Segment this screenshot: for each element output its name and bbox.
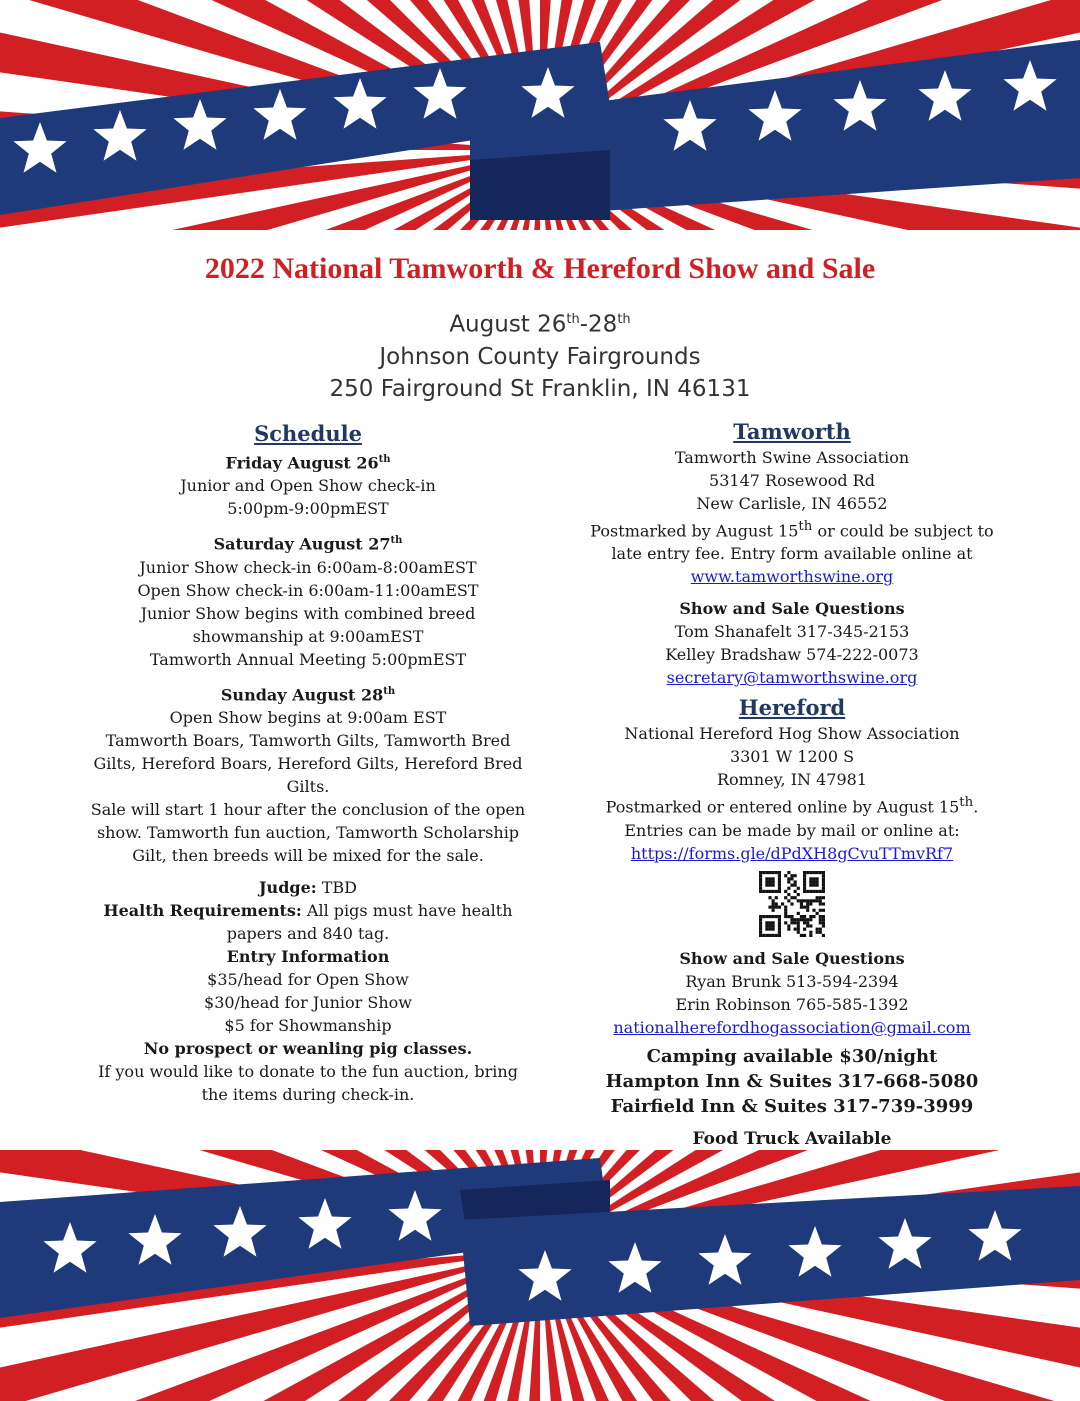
- sunday-line: Gilts.: [286, 776, 330, 796]
- tamworth-email-link[interactable]: secretary@tamworthswine.org: [666, 668, 918, 688]
- breed-info-column: [560, 418, 1024, 1151]
- saturday-line: Open Show check-in 6:00am-11:00amEST: [137, 580, 479, 600]
- postmark-text-end: or could be subject to: [812, 521, 994, 541]
- event-dates: [0, 304, 1080, 341]
- health-label: Health Requirements:: [103, 900, 302, 920]
- saturday-line: Junior Show check-in 6:00am-8:00amEST: [139, 557, 477, 577]
- top-flag-banner: [0, 0, 1080, 230]
- tamworth-contact: Tom Shanafelt 317-345-2153: [674, 622, 910, 642]
- health-value: All pigs must have health: [301, 900, 513, 920]
- food-truck-note: Food Truck Available: [692, 1128, 892, 1149]
- schedule-column: [68, 420, 548, 1106]
- event-address: 250 Fairground St Franklin, IN 46131: [329, 375, 751, 402]
- top-banner-graphic: [0, 0, 1080, 230]
- sunday-line: Sale will start 1 hour after the conclusion of the open: [90, 799, 526, 819]
- tamworth-contact: Kelley Bradshaw 574-222-0073: [665, 645, 919, 665]
- dates-start: August 26: [449, 311, 567, 338]
- health-line: [68, 899, 548, 922]
- friday-line: 5:00pm-9:00pmEST: [227, 499, 389, 519]
- donate-line: the items during check-in.: [201, 1084, 415, 1104]
- friday-sup: th: [378, 454, 391, 465]
- judge-value: TBD: [316, 877, 357, 897]
- bottom-flag-banner: [0, 1150, 1080, 1401]
- schedule-heading: Schedule: [254, 421, 362, 446]
- hereford-contact: Ryan Brunk 513-594-2394: [685, 971, 899, 991]
- hereford-entries-line: Entries can be made by mail or online at:: [624, 820, 960, 840]
- entry-heading: Entry Information: [226, 946, 390, 966]
- saturday-line: Tamworth Annual Meeting 5:00pmEST: [149, 649, 467, 669]
- sunday-sup: th: [383, 685, 396, 697]
- postmark-sup: th: [959, 795, 974, 811]
- dates-end: -28: [579, 311, 618, 338]
- hereford-email-link[interactable]: nationalherefordhogassociation@gmail.com: [613, 1017, 971, 1037]
- tamworth-website-link[interactable]: www.tamworthswine.org: [690, 567, 894, 587]
- tamworth-city: New Carlisle, IN 46552: [696, 494, 888, 513]
- health-line-2: papers and 840 tag.: [226, 923, 390, 943]
- donate-line: If you would like to donate to the fun auction, bring: [98, 1061, 518, 1081]
- sunday-line: Gilt, then breeds will be mixed for the sale.: [132, 845, 484, 865]
- event-venue: Johnson County Fairgrounds: [379, 343, 701, 370]
- sunday-line: show. Tamworth fun auction, Tamworth Scholarship: [96, 822, 520, 842]
- saturday-sup: th: [390, 535, 403, 547]
- hereford-contact: Erin Robinson 765-585-1392: [675, 994, 909, 1014]
- sunday-label: Sunday August 28: [220, 684, 384, 704]
- postmark-text-end: .: [973, 797, 979, 817]
- friday-heading: [68, 448, 548, 474]
- hotel-fairfield: Fairfield Inn & Suites 317-739-3999: [610, 1095, 974, 1117]
- qr-code-icon[interactable]: [759, 871, 825, 937]
- hotel-hampton: Hampton Inn & Suites 317-668-5080: [605, 1070, 979, 1092]
- tamworth-heading: Tamworth: [733, 419, 851, 444]
- tamworth-org: Tamworth Swine Association: [674, 448, 910, 467]
- event-info: [0, 304, 1080, 405]
- hereford-heading: Hereford: [738, 695, 846, 721]
- tamworth-questions-heading: Show and Sale Questions: [679, 599, 905, 619]
- entry-fee: $35/head for Open Show: [207, 969, 409, 989]
- tamworth-postmark-2: late entry fee. Entry form available online at: [611, 544, 973, 564]
- hereford-org: National Hereford Hog Show Association: [624, 724, 960, 744]
- hereford-questions-heading: Show and Sale Questions: [679, 948, 905, 968]
- sunday-line: Gilts, Hereford Boars, Hereford Gilts, Hereford Bred: [93, 753, 523, 773]
- friday-line: Junior and Open Show check-in: [180, 476, 436, 496]
- postmark-sup: th: [798, 519, 813, 534]
- postmark-text: Postmarked by August 15: [590, 521, 799, 541]
- ribbon-fold-top: [470, 150, 610, 220]
- sunday-line: Tamworth Boars, Tamworth Gilts, Tamworth Bred: [105, 730, 511, 750]
- friday-label: Friday August 26: [225, 453, 379, 473]
- hereford-postmark: [560, 791, 1024, 818]
- no-prospect-note: No prospect or weanling pig classes.: [143, 1038, 473, 1058]
- saturday-line: Junior Show begins with combined breed: [140, 603, 476, 623]
- entry-fee: $5 for Showmanship: [224, 1015, 392, 1035]
- tamworth-postmark: [560, 515, 1024, 542]
- saturday-heading: [68, 529, 548, 555]
- hereford-city: Romney, IN 47981: [716, 770, 867, 790]
- dates-sup: th: [617, 312, 631, 327]
- dates-sup: th: [566, 312, 580, 327]
- hereford-street: 3301 W 1200 S: [729, 747, 855, 767]
- page-title: 2022 National Tamworth & Hereford Show and Sale: [204, 252, 876, 285]
- entry-fee: $30/head for Junior Show: [204, 992, 412, 1012]
- bottom-banner-graphic: [0, 1150, 1080, 1401]
- sunday-heading: [68, 680, 548, 706]
- saturday-line: showmanship at 9:00amEST: [192, 626, 424, 646]
- tamworth-street: 53147 Rosewood Rd: [709, 471, 875, 490]
- hereford-form-link[interactable]: https://forms.gle/dPdXH8gCvuTTmvRf7: [630, 843, 954, 863]
- judge-label: Judge:: [258, 877, 317, 897]
- judge-line: [68, 876, 548, 899]
- saturday-label: Saturday August 27: [213, 534, 391, 554]
- camping-info: Camping available $30/night: [646, 1045, 938, 1067]
- sunday-line: Open Show begins at 9:00am EST: [169, 707, 447, 727]
- postmark-text: Postmarked or entered online by August 15: [605, 797, 960, 817]
